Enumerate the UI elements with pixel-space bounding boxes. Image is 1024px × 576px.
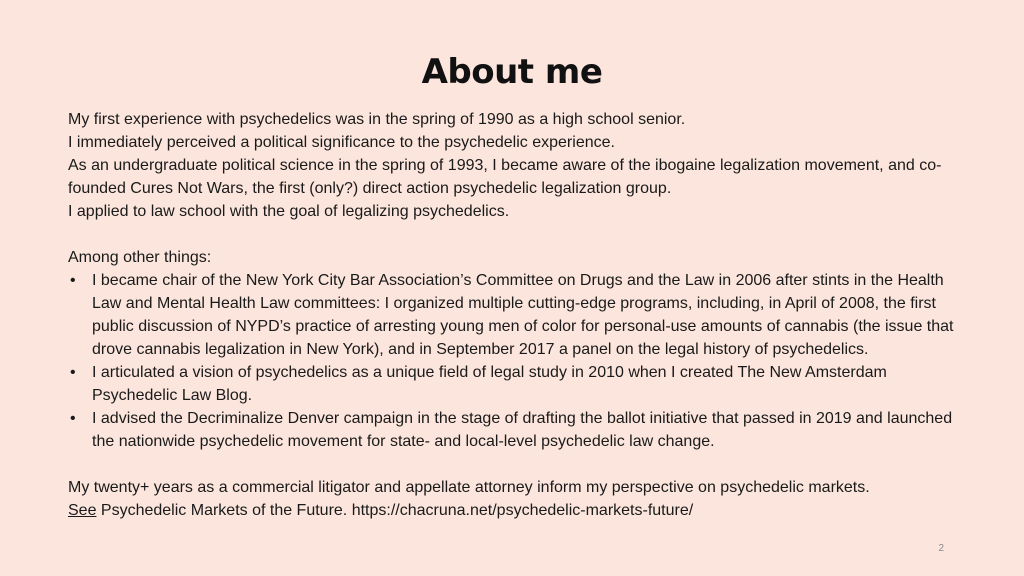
spacer <box>68 453 968 476</box>
slide-title: About me <box>421 52 603 92</box>
see-line <box>68 499 968 522</box>
intro-line: As an undergraduate political science in the spring of 1993, I became aware of the ibogaine legalization movement, and co-founded Cures Not Wars, the first (only?) direct action psychedelic legalization group. <box>68 157 942 197</box>
bullet-item <box>68 361 968 407</box>
page-number: 2 <box>938 543 944 554</box>
among-heading: Among other things: <box>68 249 212 266</box>
intro-line: My first experience with psychedelics was in the spring of 1990 as a high school senior. <box>68 111 686 128</box>
bullet-text: I advised the Decriminalize Denver campaign in the stage of drafting the ballot initiative that passed in 2019 and launched the nationwide psychedelic movement for state- and local-level psychedelic law change. <box>92 410 953 450</box>
intro-line: I immediately perceived a political significance to the psychedelic experience. <box>68 134 615 151</box>
bullet-list <box>68 269 968 453</box>
see-reference: Psychedelic Markets of the Future. https://chacruna.net/psychedelic-markets-future/ <box>96 502 694 519</box>
bullet-icon: • <box>70 410 76 427</box>
bullet-item <box>68 407 968 453</box>
bullet-text: I articulated a vision of psychedelics as a unique field of legal study in 2010 when I created The New Amsterdam Psychedelic Law Blog. <box>92 364 887 404</box>
bullet-icon: • <box>70 272 76 289</box>
see-link[interactable]: See <box>68 502 97 519</box>
slide-body <box>68 108 968 522</box>
bullet-icon: • <box>70 364 76 381</box>
closing-line: My twenty+ years as a commercial litigator and appellate attorney inform my perspective on psychedelic markets. <box>68 479 870 496</box>
spacer <box>68 223 968 246</box>
intro-line: I applied to law school with the goal of legalizing psychedelics. <box>68 203 510 220</box>
bullet-text: I became chair of the New York City Bar Association’s Committee on Drugs and the Law in 2006 after stints in the Health Law and Mental Health Law committees: I organized multiple cutting-edge programs, including, in April of 2008, the first public discussion of NYPD’s practice of arresting young men of color for personal-use amounts of cannabis (the issue that drove cannabis legalization in New York), and in September 2017 a panel on the legal history of psychedelics. <box>92 272 954 358</box>
bullet-item <box>68 269 968 361</box>
